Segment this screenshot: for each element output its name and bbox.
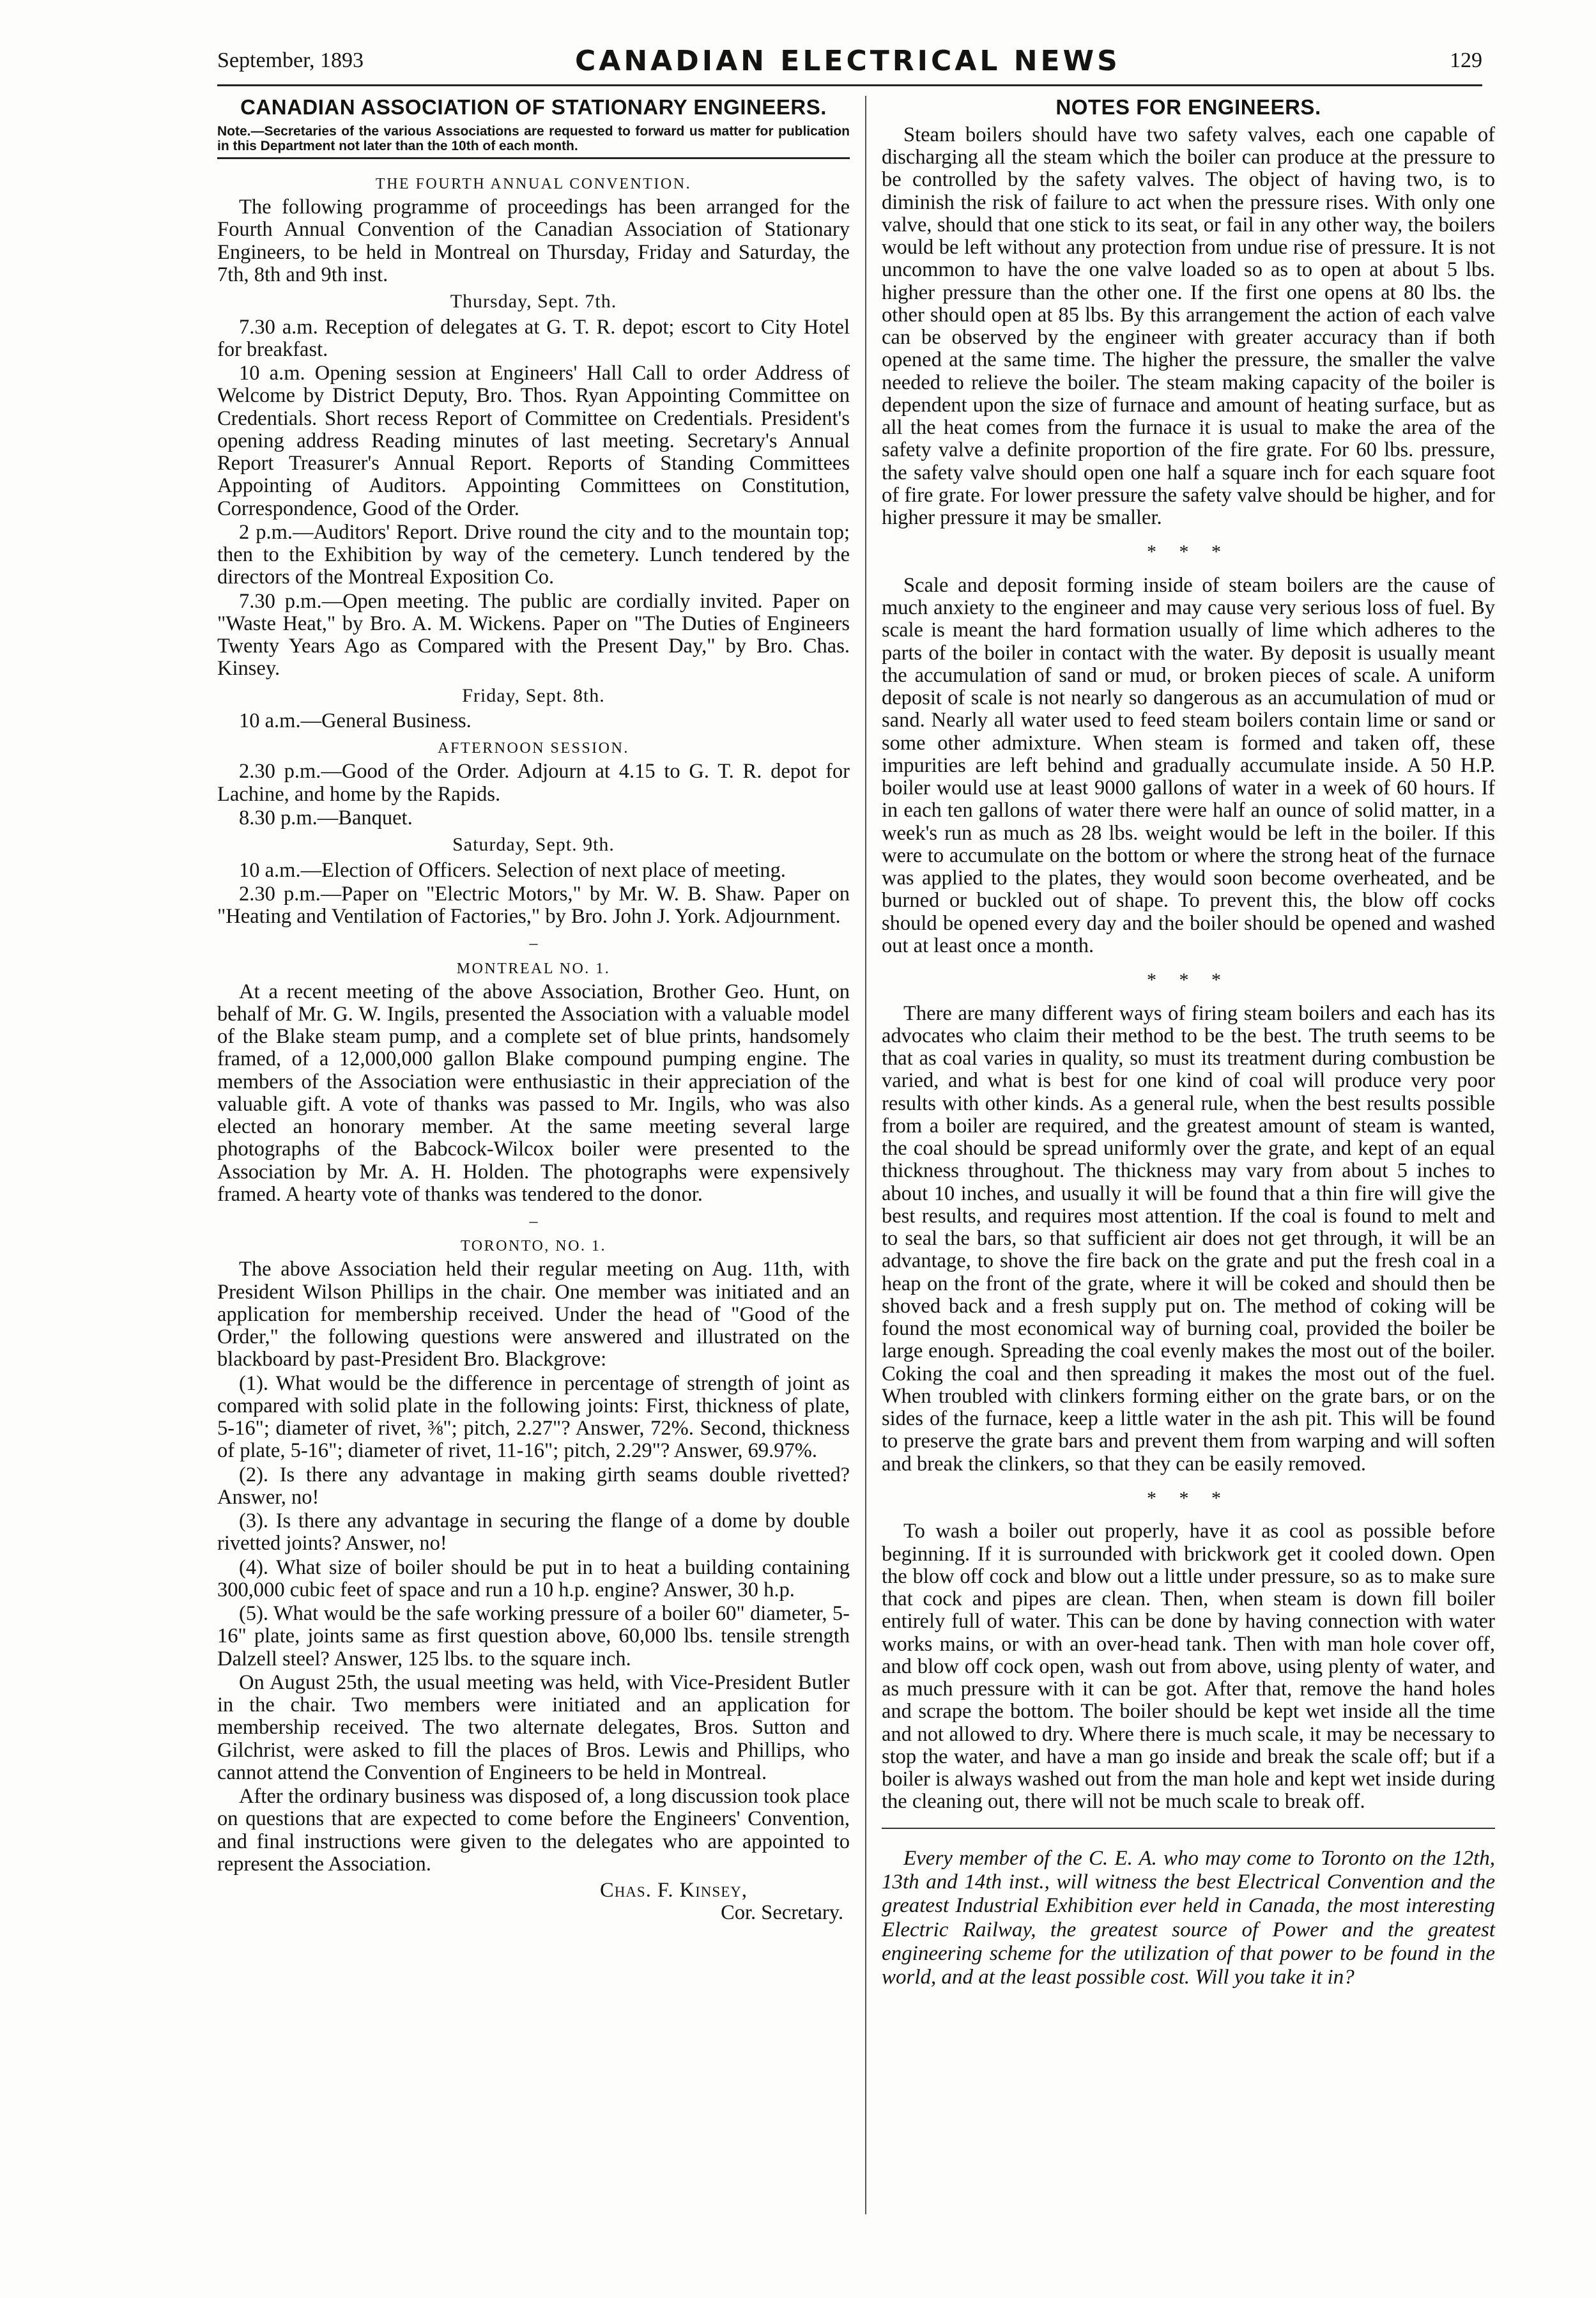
programme-item: 7.30 a.m. Reception of delegates at G. T. R. depot; escort to City Hotel for breakfast. (217, 315, 850, 361)
masthead-title: CANADIAN ELECTRICAL NEWS (575, 45, 1121, 77)
day-heading-friday: Friday, Sept. 8th. (462, 684, 605, 706)
montreal-report: At a recent meeting of the above Association, Brother Geo. Hunt, on behalf of Mr. G. W. Ingils, presented the Association with a valuable model of the Blake steam pump, and a complete set of blue prints, handsomely framed, of a 12,000,000 gallon Blake compound pumping engine. The members of the Association were enthusiastic in their appreciation of the valuable gift. A vote of thanks was passed to Mr. Ingils, who was also elected an honorary member. At the same meeting several large photographs of the Babcock-Wilcox boiler were presented to the Association by Mr. A. H. Holden. The photographs were expensively framed. A hearty vote of thanks was tendered to the donor. (217, 980, 850, 1206)
toronto-intro: The above Association held their regular meeting on Aug. 11th, with President Wilson Phillips in the chair. One member was initiated and an application for membership received. Under the head of "Good of the Order," the following questions were answered and illustrated on the blackboard by past-President Bro. Blackgrove: (217, 1258, 850, 1371)
afternoon-session-heading: AFTERNOON SESSION. (438, 740, 629, 757)
left-column (217, 96, 850, 1925)
section-separator: – (529, 1212, 538, 1231)
toronto-paragraph: On August 25th, the usual meeting was held, with Vice-President Butler in the chair. Two members were initiated and an application for membership received. The two alternate delegates, Bros. Sutton and Gilchrist, were asked to fill the places of Bros. Lewis and Phillips, who cannot attend the Convention of Engineers to be held in Montreal. (217, 1670, 850, 1784)
section-heading-association: CANADIAN ASSOCIATION OF STATIONARY ENGINEERS. (240, 95, 827, 119)
convention-intro: The following programme of proceedings has been arranged for the Fourth Annual Convention of the Canadian Association of Stationary Engineers, to be held in Montreal on Thursday, Friday and Saturday, the 7th, 8th and 9th inst. (217, 196, 850, 286)
programme-item: 2 p.m.—Auditors' Report. Drive round the city and to the mountain top; then to the Exhibition by way of the cemetery. Lunch tendered by the directors of the Montreal Exposition Co. (217, 520, 850, 589)
question-item: (2). Is there any advantage in making girth seams double rivetted? Answer, no! (217, 1463, 850, 1509)
column-divider (865, 96, 866, 2214)
section-separator: – (529, 934, 538, 953)
toronto-title: TORONTO, NO. 1. (461, 1238, 606, 1255)
section-heading-notes: NOTES FOR ENGINEERS. (1055, 95, 1321, 119)
day-heading-saturday: Saturday, Sept. 9th. (452, 834, 615, 856)
right-column (882, 96, 1495, 1991)
programme-item: 2.30 p.m.—Paper on "Electric Motors," by Mr. W. B. Shaw. Paper on "Heating and Ventilation of Factories," by Bro. John J. York. Adjournment. (217, 882, 850, 929)
toronto-paragraph: After the ordinary business was disposed of, a long discussion took place on questions that are expected to come before the Engineers' Convention, and final instructions were given to the delegates who are appointed to represent the Association. (217, 1785, 850, 1876)
montreal-title: MONTREAL NO. 1. (456, 960, 611, 977)
asterism: * * * (1147, 541, 1230, 563)
running-head (217, 45, 1482, 83)
question-item: (5). What would be the safe working pressure of a boiler 60" diameter, 5-16" plate, joints same as first question above, 60,000 lbs. tensile strength Dalzell steel? Answer, 125 lbs. to the square inch. (217, 1602, 850, 1670)
page-number: 129 (1450, 49, 1482, 72)
notes-paragraph: To wash a boiler out properly, have it as cool as possible before beginning. If it is surrounded with brickwork get it cooled down. Open the blow off cock and blow out a little under pressure, so as to make sure that cock and pipes are clean. Then, when steam is down fill boiler entirely full of water. This can be done by having connection with water works mains, or with an over-head tank. Then with man hole cover off, and blow off cock open, wash out from above, using plenty of water, and as much pressure with it can be got. After that, remove the hand holes and scrape the bottom. The boiler should be kept wet inside all the time and not allowed to dry. Where there is much scale, it may be necessary to stop the water, and have a man go inside and break the scale off; but if a boiler is always washed out from the man hole and kept wet inside during the cleaning out, there will not be much scale to break off. (882, 1520, 1495, 1814)
issue-date: September, 1893 (217, 49, 364, 72)
question-item: (4). What size of boiler should be put in to heat a building containing 300,000 cubic feet of space and run a 10 h.p. engine? Answer, 30 h.p. (217, 1555, 850, 1601)
programme-item: 8.30 p.m.—Banquet. (239, 806, 413, 829)
programme-item: 7.30 p.m.—Open meeting. The public are cordially invited. Paper on "Waste Heat," by Bro. A. M. Wickens. Paper on "The Duties of Engineers Twenty Years Ago as Compared with the Present Day," by Bro. Chas. Kinsey. (217, 589, 850, 681)
notes-paragraph: Scale and deposit forming inside of steam boilers are the cause of much anxiety to the engineer and may cause very serious loss of fuel. By scale is meant the hard formation usually of lime which adheres to the parts of the boiler in contact with the water. By deposit is usually meant the accumulation of sand or mud, or broken pieces of scale. A uniform deposit of scale is not nearly so dangerous as an accumulation of mud or sand. Nearly all water used to feed steam boilers contain lime or sand or some other admixture. When steam is formed and taken off, these impurities are left behind and gradually accumulate inside. A 50 H.P. boiler would use at least 9000 gallons of water in a week of 60 hours. If in each ten gallons of water there were half an ounce of solid matter, in a week's run as much as 28 lbs. weight would be left in the boiler. If this were to accumulate on the bottom or where the strong heat of the furnace was applied to the plates, they would soon become overheated, and be burned or buckled out of shape. To prevent this, the blow off cocks should be opened every day and the boiler should be opened and washed out at least once a month. (882, 573, 1495, 957)
asterism: * * * (1147, 969, 1230, 991)
asterism: * * * (1147, 1487, 1230, 1509)
day-heading-thursday: Thursday, Sept. 7th. (450, 291, 617, 312)
editor-note: Note.—Secretaries of the various Associations are requested to forward us matter for publication in this Department not later than the 10th of each month. (217, 124, 850, 159)
signature-name: Chas. F. Kinsey, (600, 1879, 748, 1902)
signature (217, 1879, 850, 1902)
closing-rule (882, 1828, 1495, 1829)
programme-item: 10 a.m. Opening session at Engineers' Hall Call to order Address of Welcome by District Deputy, Bro. Thos. Ryan Appointing Committee on Credentials. Short recess Report of Committee on Credentials. President's opening address Reading minutes of last meeting. Secretary's Annual Report Treasurer's Annual Report. Reports of Standing Committees Appointing of Auditors. Appointing Committees on Constitution, Correspondence, Good of the Order. (217, 362, 850, 520)
signature-title: Cor. Secretary. (721, 1901, 843, 1925)
question-item: (3). Is there any advantage in securing the flange of a dome by double rivetted joints? Answer, no! (217, 1509, 850, 1555)
header-rule (217, 84, 1482, 86)
closing-notice: Every member of the C. E. A. who may come to Toronto on the 12th, 13th and 14th inst., will witness the best Electrical Convention and the greatest Industrial Exhibition ever held in Canada, the most interesting Electric Railway, the greatest source of Power and the greatest engineering scheme for the utilization of that power to be found in the world, and at the least possible cost. Will you take it in? (882, 1846, 1495, 1989)
notes-paragraph: Steam boilers should have two safety valves, each one capable of discharging all the steam which the boiler can produce at the pressure to be controlled by the safety valves. The object of having two, is to diminish the risk of failure to act when the pressure rises. With only one valve, should that one stick to its seat, or fail in any other way, the boilers would be left without any protection from undue rise of pressure. It is not uncommon to have the one valve loaded so as to open at about 5 lbs. higher pressure than the other one. If the first one opens at 80 lbs. the other should open at 85 lbs. By this arrangement the action of each valve can be observed by the engineer with greater accuracy than if both opened at the same time. The higher the pressure, the smaller the valve needed to relieve the boiler. The steam making capacity of the boiler is dependent upon the size of furnace and amount of heating surface, but as all the heat comes from the furnace it is usual to make the area of the safety valve a definite proportion of the fire grate. For 60 lbs. pressure, the safety valve should open one half a square inch for each square foot of fire grate. For lower pressure the safety valve should be higher, and for higher pressure it may be smaller. (882, 123, 1495, 530)
convention-title: THE FOURTH ANNUAL CONVENTION. (375, 175, 692, 192)
programme-item: 2.30 p.m.—Good of the Order. Adjourn at 4.15 to G. T. R. depot for Lachine, and home by the Rapids. (217, 760, 850, 806)
programme-item: 10 a.m.—General Business. (239, 709, 472, 733)
question-item: (1). What would be the difference in percentage of strength of joint as compared with solid plate in the following joints: First, thickness of plate, 5-16"; diameter of rivet, ⅜"; pitch, 2.27"? Answer, 72%. Second, thickness of plate, 5-16"; diameter of rivet, 11-16"; pitch, 2.29"? Answer, 69.97%. (217, 1371, 850, 1463)
notes-paragraph: There are many different ways of firing steam boilers and each has its advocates who claim their method to be the best. The truth seems to be that as coal varies in quality, so must its treatment during combustion be varied, and what is best for one kind of coal will produce very poor results with other kinds. As a general rule, when the best results possible from a boiler are required, and the greatest amount of steam is wanted, the coal should be spread uniformly over the grate, and kept of an equal thickness throughout. The thickness may vary from about 5 inches to about 10 inches, and usually it will be found that a thin fire will give the best results, and requires most attention. If the coal is found to melt and to seal the bars, so that sufficient air does not get through, it will be an advantage, to shove the fire back on the grate and put the fresh coal in a heap on the front of the grate, where it will be coked and should then be shoved back and a fresh supply put on. The method of coking will be found the most economical way of burning coal, provided the boiler be large enough. Spreading the coal evenly makes the most out of the boiler. Coking the coal and then spreading it makes the most out of the fuel. When troubled with clinkers forming either on the grate bars, or on the sides of the furnace, keep a little water in the ash pit. This will be found to preserve the grate bars and prevent them from warping and will soften and break the clinkers, so that they can be easily removed. (882, 1001, 1495, 1476)
programme-item: 10 a.m.—Election of Officers. Selection of next place of meeting. (239, 858, 786, 882)
